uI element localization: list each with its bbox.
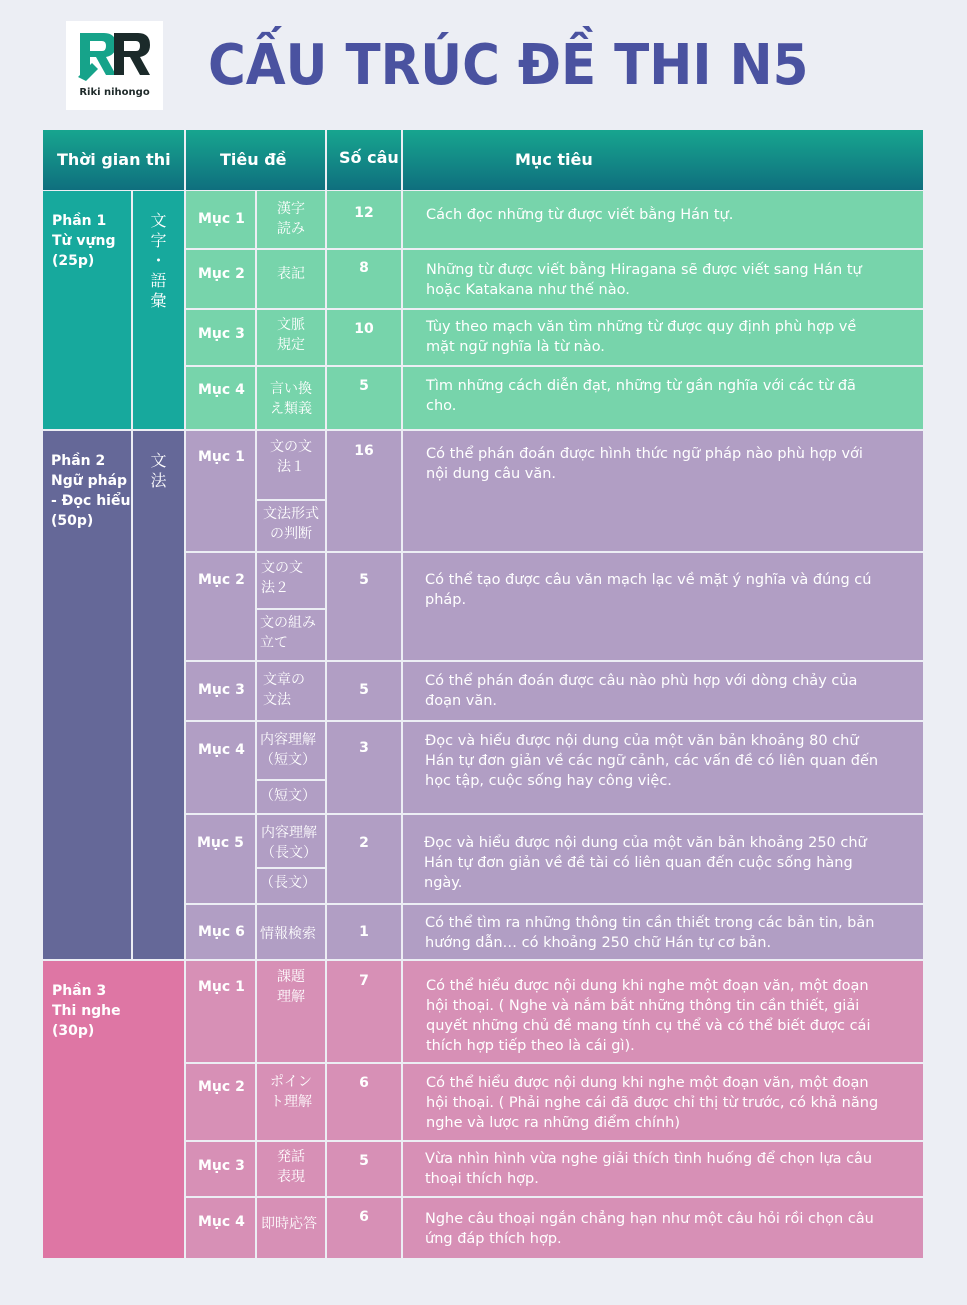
row-goal: Những từ được viết bằng Hiragana sẽ được viết sang Hán tự hoặc Katakana như thế nào. bbox=[403, 250, 923, 308]
row-label: Mục 2 bbox=[186, 250, 255, 308]
row-topic: 文の文 法２ bbox=[257, 553, 325, 608]
row-count: 10 bbox=[327, 310, 401, 365]
row-label: Mục 1 bbox=[186, 191, 255, 248]
header-goal: Mục tiêu bbox=[403, 130, 923, 190]
row-topic: 言い換 え類義 bbox=[257, 367, 325, 429]
row-goal: Có thể tạo được câu văn mạch lạc về mặt ý nghĩa và đúng cú pháp. bbox=[403, 553, 923, 660]
logo bbox=[66, 21, 163, 110]
row-count: 6 bbox=[327, 1064, 401, 1140]
logo-text: Riki nihongo bbox=[79, 87, 150, 98]
row-label: Mục 1 bbox=[186, 431, 255, 551]
row-topic-sub: （長文） bbox=[257, 869, 325, 903]
row-count: 1 bbox=[327, 905, 401, 959]
row-count: 5 bbox=[327, 662, 401, 720]
row-label: Mục 4 bbox=[186, 722, 255, 813]
row-goal: Có thể phán đoán được hình thức ngữ pháp nào phù hợp với nội dung câu văn. bbox=[403, 431, 923, 551]
row-label: Mục 4 bbox=[186, 1198, 255, 1258]
row-goal: Cách đọc những từ được viết bằng Hán tự. bbox=[403, 191, 923, 248]
row-topic: 文の文 法１ bbox=[257, 431, 325, 499]
row-label: Mục 5 bbox=[186, 815, 255, 903]
header-time: Thời gian thi bbox=[43, 130, 184, 190]
riki-logo-icon bbox=[76, 31, 154, 87]
part-2-category: 文 法 bbox=[133, 431, 184, 959]
row-topic: 内容理解 （短文） bbox=[257, 722, 325, 779]
row-label: Mục 2 bbox=[186, 1064, 255, 1140]
row-topic-sub: 文法形式 の判断 bbox=[257, 501, 325, 551]
row-count: 2 bbox=[327, 815, 401, 903]
row-topic: 表記 bbox=[257, 250, 325, 308]
row-goal: Có thể phán đoán được câu nào phù hợp với dòng chảy của đoạn văn. bbox=[403, 662, 923, 720]
row-count: 5 bbox=[327, 367, 401, 429]
part-3-label: Phần 3 Thi nghe (30p) bbox=[43, 961, 184, 1258]
row-topic: 課題 理解 bbox=[257, 961, 325, 1062]
row-label: Mục 1 bbox=[186, 961, 255, 1062]
row-topic: 情報検索 bbox=[257, 905, 325, 959]
row-label: Mục 2 bbox=[186, 553, 255, 660]
row-topic-sub: 文の組み 立て bbox=[257, 610, 325, 660]
row-goal: Vừa nhìn hình vừa nghe giải thích tình huống để chọn lựa câu thoại thích hợp. bbox=[403, 1142, 923, 1196]
row-goal: Có thể hiểu được nội dung khi nghe một đoạn văn, một đoạn hội thoại. ( Phải nghe cái đã được chỉ thị từ trước, có khả năng nghe và lược ra những điểm chính) bbox=[403, 1064, 923, 1140]
row-count: 3 bbox=[327, 722, 401, 813]
part-1-label: Phần 1 Từ vựng (25p) bbox=[43, 191, 131, 429]
row-topic: 即時応答 bbox=[257, 1198, 325, 1258]
row-goal: Nghe câu thoại ngắn chẳng hạn như một câu hỏi rồi chọn câu ứng đáp thích hợp. bbox=[403, 1198, 923, 1258]
row-label: Mục 3 bbox=[186, 662, 255, 720]
row-label: Mục 6 bbox=[186, 905, 255, 959]
row-goal: Tìm những cách diễn đạt, những từ gần nghĩa với các từ đã cho. bbox=[403, 367, 923, 429]
row-topic: 文章の 文法 bbox=[257, 662, 325, 720]
row-goal: Đọc và hiểu được nội dung của một văn bản khoảng 80 chữ Hán tự đơn giản về các ngữ cảnh, các vấn đề có liên quan đến học tập, cuộc sống hay công việc. bbox=[403, 722, 923, 813]
row-goal: Có thể hiểu được nội dung khi nghe một đoạn văn, một đoạn hội thoại. ( Nghe và nắm bắt những thông tin cần thiết, giải quyết những chủ đề mang tính cụ thể và có thể biết được cái thích hợp tiếp theo là cái gì). bbox=[403, 961, 923, 1062]
row-goal: Có thể tìm ra những thông tin cần thiết trong các bản tin, bản hướng dẫn… có khoảng 250 chữ Hán tự cơ bản. bbox=[403, 905, 923, 959]
row-count: 8 bbox=[327, 250, 401, 308]
header-count: Số câu bbox=[327, 130, 401, 190]
header-section: Tiêu đề bbox=[186, 130, 325, 190]
row-count: 16 bbox=[327, 431, 401, 551]
part-1-category: 文 字 ・ 語 彙 bbox=[133, 191, 184, 429]
part-2-label: Phần 2 Ngữ pháp - Đọc hiểu (50p) bbox=[43, 431, 131, 959]
row-goal: Đọc và hiểu được nội dung của một văn bản khoảng 250 chữ Hán tự đơn giản về đề tài có liên quan đến cuộc sống hàng ngày. bbox=[403, 815, 923, 903]
row-count: 12 bbox=[327, 191, 401, 248]
row-topic: 漢字 読み bbox=[257, 191, 325, 248]
row-topic: 発話 表現 bbox=[257, 1142, 325, 1196]
row-topic-sub: （短文） bbox=[257, 781, 325, 813]
row-label: Mục 3 bbox=[186, 1142, 255, 1196]
row-topic: 文脈 規定 bbox=[257, 310, 325, 365]
row-count: 5 bbox=[327, 1142, 401, 1196]
row-count: 6 bbox=[327, 1198, 401, 1258]
row-count: 5 bbox=[327, 553, 401, 660]
row-goal: Tùy theo mạch văn tìm những từ được quy định phù hợp về mặt ngữ nghĩa là từ nào. bbox=[403, 310, 923, 365]
page-title: CẤU TRÚC ĐỀ THI N5 bbox=[208, 33, 809, 98]
row-label: Mục 4 bbox=[186, 367, 255, 429]
row-topic: ポイン ト理解 bbox=[257, 1064, 325, 1140]
row-count: 7 bbox=[327, 961, 401, 1062]
row-topic: 内容理解 （長文） bbox=[257, 815, 325, 867]
row-label: Mục 3 bbox=[186, 310, 255, 365]
